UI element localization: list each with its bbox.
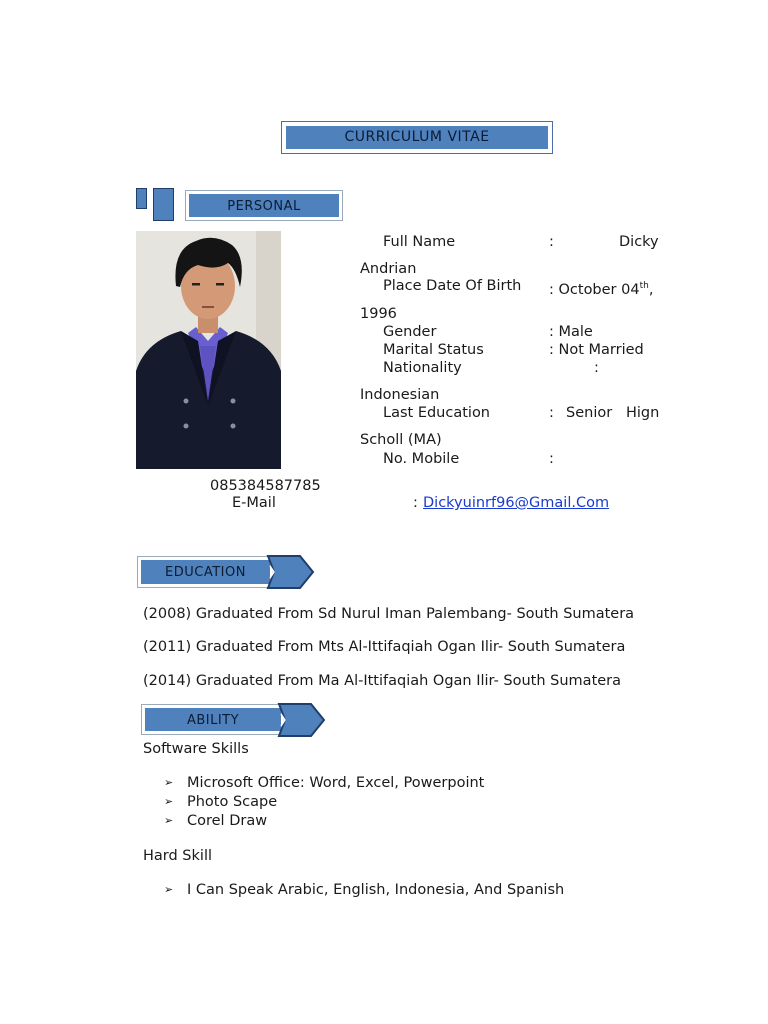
nationality-label: Nationality — [383, 360, 462, 376]
education-value-continued: Scholl (MA) — [360, 432, 442, 448]
education-value-2: Hign — [626, 405, 660, 421]
full-name-label: Full Name — [383, 234, 456, 250]
full-name-continued: Andrian — [360, 261, 417, 277]
education-colon: : — [549, 405, 554, 421]
email-colon: : — [413, 495, 418, 511]
hard-skill-label: Hard Skill — [143, 848, 212, 864]
ability-heading: ABILITY — [145, 708, 281, 731]
arrow-bullet-icon: ➢ — [164, 795, 174, 808]
hard-skill-item: I Can Speak Arabic, English, Indonesia, And Spanish — [187, 882, 565, 898]
software-skills-label: Software Skills — [143, 741, 249, 757]
birth-comma: , — [648, 281, 654, 298]
ability-heading-box — [141, 704, 285, 735]
personal-heading: PERSONAL — [189, 194, 339, 217]
birth-suffix: th — [639, 281, 649, 291]
mobile-colon: : — [549, 451, 554, 467]
arrow-bullet-icon: ➢ — [164, 776, 174, 789]
mobile-value: 085384587785 — [210, 478, 321, 494]
marital-label: Marital Status — [383, 342, 484, 358]
nationality-value: Indonesian — [360, 387, 440, 403]
software-skill-item: Photo Scape — [187, 794, 278, 810]
education-arrow-icon — [266, 554, 316, 590]
email-link[interactable]: Dickyuinrf96@Gmail.Com — [423, 495, 610, 511]
document-title: CURRICULUM VITAE — [286, 126, 548, 149]
birth-value-text: : October 04 — [549, 281, 640, 298]
gender-value: : Male — [549, 324, 593, 340]
education-value-1: Senior — [566, 405, 613, 421]
email-label: E-Mail — [232, 495, 276, 511]
education-label: Last Education — [383, 405, 491, 421]
profile-photo — [136, 231, 281, 469]
education-heading: EDUCATION — [141, 560, 270, 584]
ability-arrow-icon — [277, 702, 327, 738]
birth-year: 1996 — [360, 306, 397, 322]
full-name-value: Dicky — [619, 234, 659, 250]
decor-square-small — [136, 188, 147, 209]
nationality-colon: : — [594, 360, 599, 376]
mobile-label: No. Mobile — [383, 451, 460, 467]
marital-value: : Not Married — [549, 342, 644, 358]
education-item: (2008) Graduated From Sd Nurul Iman Palembang- South Sumatera — [143, 606, 635, 622]
personal-heading-box — [185, 190, 343, 221]
title-box — [281, 121, 553, 154]
full-name-colon: : — [549, 234, 554, 250]
arrow-bullet-icon: ➢ — [164, 814, 174, 827]
birth-value — [549, 277, 653, 299]
decor-square-large — [153, 188, 174, 221]
software-skill-item: Corel Draw — [187, 813, 268, 829]
education-heading-box — [137, 556, 274, 588]
gender-label: Gender — [383, 324, 437, 340]
software-skill-item: Microsoft Office: Word, Excel, Powerpoint — [187, 775, 485, 791]
birth-label: Place Date Of Birth — [383, 278, 522, 294]
education-item: (2014) Graduated From Ma Al-Ittifaqiah Ogan Ilir- South Sumatera — [143, 673, 622, 689]
arrow-bullet-icon: ➢ — [164, 883, 174, 896]
education-item: (2011) Graduated From Mts Al-Ittifaqiah Ogan Ilir- South Sumatera — [143, 639, 626, 655]
profile-photo-image — [136, 231, 281, 469]
